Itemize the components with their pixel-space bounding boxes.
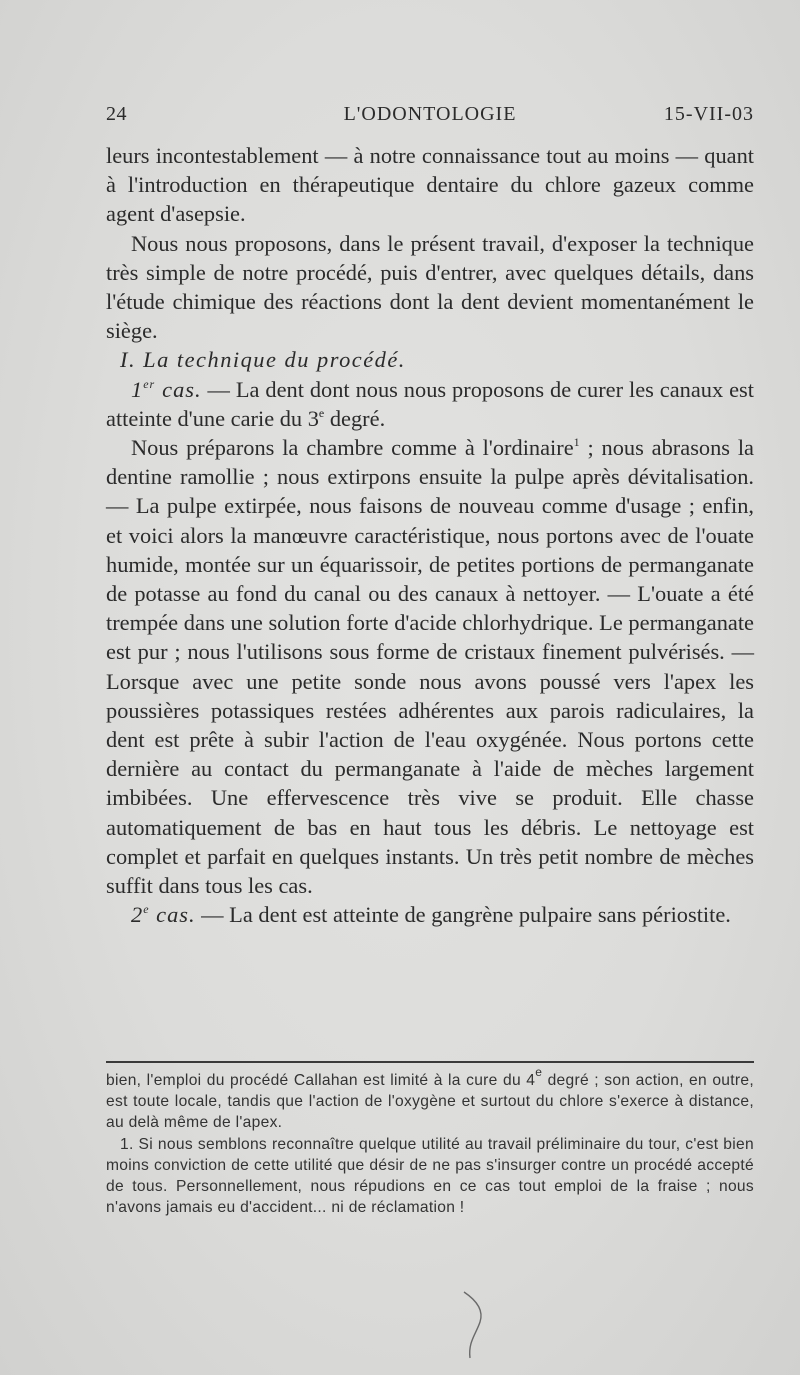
section-heading: I. La technique du procédé. xyxy=(120,347,406,373)
footnotes xyxy=(106,1065,755,1218)
footnote-divider xyxy=(106,1061,754,1063)
paragraph-intro: Nous nous proposons, dans le présent travail, d'exposer la technique très simple de notre procédé, puis d'entrer, avec quelques détails, dans l'étude chimique des réactions dont la dent devient momentanément le siège. xyxy=(106,230,754,344)
footnote-continuation xyxy=(106,1065,755,1133)
case-1-text: — La dent dont nous nous proposons de curer les canaux est atteinte d'une carie du 3 xyxy=(106,376,754,431)
case-1-number: 1 xyxy=(131,376,144,402)
case-1-word: cas. xyxy=(155,376,202,402)
case-2-text: — La dent est atteinte de gangrène pulpaire sans périostite. xyxy=(195,902,731,928)
procedure-text-start: Nous préparons la chambre comme à l'ordinaire xyxy=(131,435,574,461)
case-1-ordinal: er xyxy=(143,376,156,391)
issue-date: 15-VII-03 xyxy=(663,103,754,125)
footnote-reference: 1 xyxy=(573,435,580,450)
case-1-end: degré. xyxy=(324,405,386,431)
running-header xyxy=(106,103,754,133)
journal-title: L'ODONTOLOGIE xyxy=(343,103,517,125)
footnote-continuation-rest: degré ; son action, en outre, est toute locale, tandis que l'action de l'oxygène et surtout du chlore s'exerce à distance, au delà même de l'apex. xyxy=(106,1072,755,1131)
case-2-ordinal: e xyxy=(143,902,150,917)
case-2-paragraph xyxy=(106,900,754,929)
page-number: 24 xyxy=(106,103,127,125)
paragraph-continuation: leurs incontestablement — à notre connaissance tout au moins — quant à l'introduction en thérapeutique dentaire du chlore gazeux comme agent d'asepsie. xyxy=(106,143,754,227)
main-text xyxy=(106,141,754,929)
case-1-paragraph xyxy=(106,375,754,433)
case-2-number: 2 xyxy=(131,902,144,928)
procedure-text: ; nous abrasons la dentine ramollie ; nous extirpons ensuite la pulpe après dévitalisation. — La pulpe extirpée, nous faisons de nouveau comme d'usage ; enfin, et voici alors la manœuvre caractéristique, nous portons avec de l'ouate humide, montée sur un équarissoir, de petites portions de permanganate de potasse au fond du canal ou des canaux à nettoyer. — L'ouate a été trempée dans une solution forte d'acide chlorhydrique. Le permanganate est pur ; nous l'utilisons sous forme de cristaux finement pulvérisés. — Lorsque avec une petite sonde nous avons poussé vers l'apex les poussières potassiques restées adhérentes aux parois radiculaires, la dent est prête à subir l'action de l'eau oxygénée. Nous portons cette dernière au contact du permanganate à l'aide de mèches largement imbibées. Une effervescence très vive se produit. Elle chasse automatiquement de bas en haut tous les débris. Le nettoyage est complet et parfait en quelques instants. Un très petit nombre de mèches suffit dans tous les cas. xyxy=(106,435,754,899)
degree-ordinal: e xyxy=(318,405,325,420)
procedure-paragraph xyxy=(106,433,754,900)
case-2-word: cas. xyxy=(149,902,196,928)
footnote-ordinal: e xyxy=(535,1065,543,1079)
footnote-1: 1. Si nous semblons reconnaître quelque utilité au travail préliminaire du tour, c'est bien moins conviction de cette utilité que désir de ne pas s'insurger contre un procédé accepté de tous. Personnellement, nous répudions en ce cas tout emploi de la fraise ; nous n'avons jamais eu d'accident... ni de réclamation ! xyxy=(106,1136,754,1216)
case-1-label xyxy=(131,377,202,402)
pencil-mark xyxy=(458,1290,488,1360)
case-2-label xyxy=(131,902,196,927)
footnote-continuation-start: bien, l'emploi du procédé Callahan est limité à la cure du 4 xyxy=(106,1072,536,1089)
